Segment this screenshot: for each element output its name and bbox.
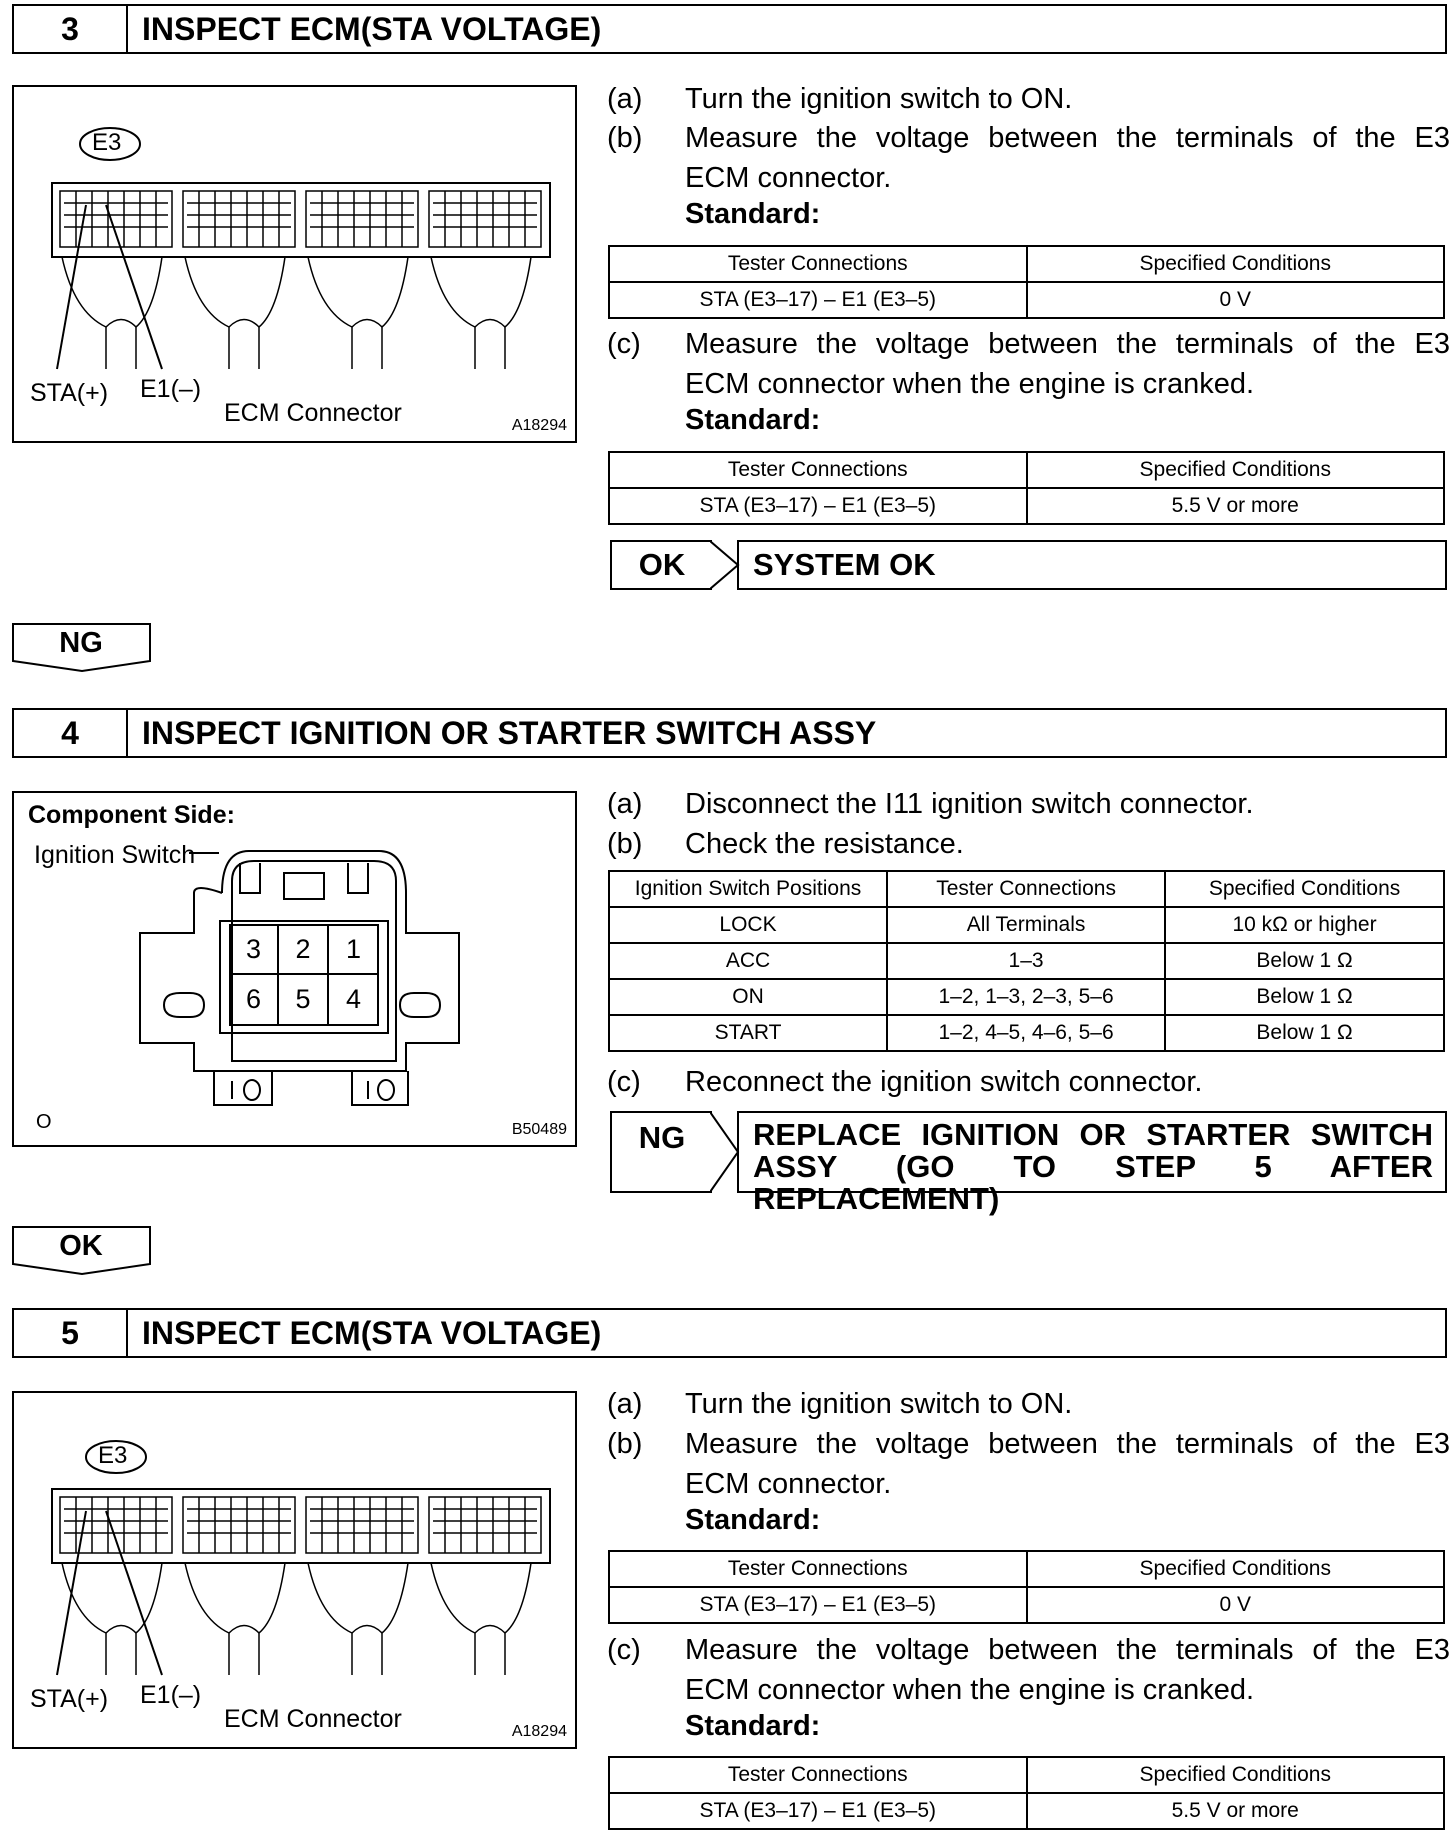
result-arrow-icon: [710, 1111, 740, 1193]
step-3-header: [12, 4, 1447, 54]
standard-label: Standard:: [685, 198, 821, 230]
spec-table: Tester Connections Specified Conditions STA (E3–17) – E1 (E3–5) 5.5 V or more: [608, 1756, 1445, 1830]
standard-label: Standard:: [685, 1710, 821, 1742]
table-row: LOCK All Terminals 10 kΩ or higher: [609, 907, 1444, 943]
pin-cell: 4: [345, 984, 362, 1014]
step-number: 3: [14, 6, 128, 52]
table-row: ON 1–2, 1–3, 2–3, 5–6 Below 1 Ω: [609, 979, 1444, 1015]
pin-e1-label: E1(–): [140, 1681, 202, 1709]
result-text: REPLACE IGNITION OR STARTER SWITCH ASSY (GO TO STEP 5 AFTER REPLACEMENT): [737, 1111, 1447, 1193]
step-number: 4: [14, 710, 128, 756]
spec-table: Tester Connections Specified Conditions STA (E3–17) – E1 (E3–5) 0 V: [608, 1550, 1445, 1624]
pin-cell: 3: [230, 925, 279, 975]
step-title: INSPECT ECM(STA VOLTAGE): [142, 11, 602, 47]
ecm-connector-figure: [12, 85, 577, 443]
result-tag: NG: [610, 1111, 712, 1193]
result-arrow-icon: [710, 540, 740, 590]
component-side-label: Component Side:: [28, 801, 235, 829]
figure-code: A18294: [511, 417, 567, 434]
ecm-connector-figure: [12, 1391, 577, 1749]
step-number: 5: [14, 1310, 128, 1356]
ignition-switch-label: Ignition Switch: [34, 841, 196, 869]
flow-ok-arrow: OK: [12, 1226, 152, 1276]
spec-table: Tester Connections Specified Conditions STA (E3–17) – E1 (E3–5) 0 V: [608, 245, 1445, 319]
figure-code: B50489: [511, 1121, 567, 1138]
pin-cell: 6: [230, 975, 279, 1025]
result-text: SYSTEM OK: [737, 540, 1447, 590]
step-title: INSPECT ECM(STA VOLTAGE): [142, 1315, 602, 1351]
standard-label: Standard:: [685, 404, 821, 436]
standard-label: Standard:: [685, 1504, 821, 1536]
result-ok-box: [610, 540, 1447, 590]
result-tag: OK: [610, 540, 712, 590]
result-ng-box: [610, 1111, 1447, 1216]
figure-code: A18294: [511, 1723, 567, 1740]
connector-id-label: E3: [92, 129, 122, 156]
pin-cell: 1: [329, 925, 378, 975]
pin-cell: 2: [279, 925, 329, 975]
pin-cell: 5: [279, 975, 329, 1025]
pin-e1-label: E1(–): [140, 375, 202, 403]
step-4-header: [12, 708, 1447, 758]
corner-mark: O: [36, 1111, 52, 1133]
figure-caption: ECM Connector: [224, 399, 402, 427]
pin-grid: [230, 925, 378, 1025]
resistance-table: Ignition Switch Positions Tester Connections Specified Conditions LOCK All Terminals 10 kΩ or higher ACC 1–3 Below 1 Ω ON 1–2, 1–3, 2–3, 5–6 Below 1 Ω START 1–2, 4–5, 4–6, 5–6 Below 1 Ω: [608, 870, 1445, 1052]
table-row: ACC 1–3 Below 1 Ω: [609, 943, 1444, 979]
figure-caption: ECM Connector: [224, 1705, 402, 1733]
pin-sta-label: STA(+): [30, 1685, 109, 1713]
table-row: START 1–2, 4–5, 4–6, 5–6 Below 1 Ω: [609, 1015, 1444, 1051]
ignition-switch-figure: [12, 791, 577, 1147]
flow-ng-arrow: NG: [12, 623, 152, 673]
step-5-header: [12, 1308, 1447, 1358]
connector-id-label: E3: [98, 1442, 128, 1469]
step-title: INSPECT IGNITION OR STARTER SWITCH ASSY: [142, 715, 877, 751]
spec-table: Tester Connections Specified Conditions STA (E3–17) – E1 (E3–5) 5.5 V or more: [608, 451, 1445, 525]
pin-sta-label: STA(+): [30, 379, 109, 407]
